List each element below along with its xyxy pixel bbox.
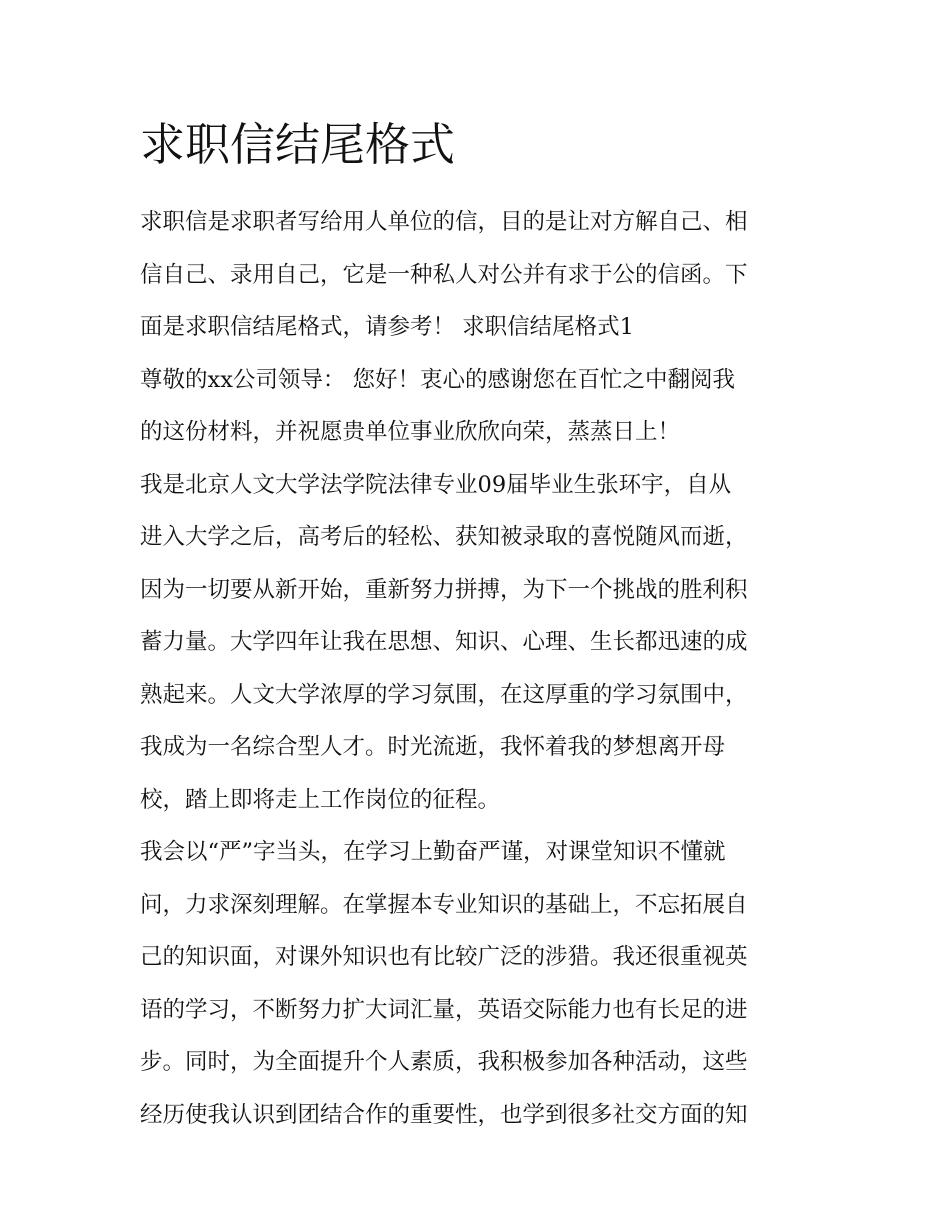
paragraph-study (140, 826, 820, 1141)
text-line: 我成为一名综合型人才。时光流逝，我怀着我的梦想离开母 (140, 734, 726, 760)
text-line: 步。同时，为全面提升个人素质，我积极参加各种活动，这些 (140, 1049, 748, 1075)
paragraph-background (140, 459, 820, 827)
text-line: 己的知识面，对课外知识也有比较广泛的涉猎。我还很重视英 (140, 944, 748, 970)
text-line: 尊敬的xx公司领导： 您好！衷心的感谢您在百忙之中翻阅我 (140, 366, 736, 393)
text-line: 因为一切要从新开始，重新努力拼搏，为下一个挑战的胜利积 (140, 576, 748, 603)
document-content (140, 112, 820, 1141)
text-line: 信自己、录用自己，它是一种私人对公并有求于公的信函。下 (140, 261, 748, 288)
text-line: 蓄力量。大学四年让我在思想、知识、心理、生长都迅速的成 (140, 629, 748, 655)
text-line: 面是求职信结尾格式，请参考！ 求职信结尾格式1 (140, 314, 634, 340)
text-line: 我会以“严”字当头，在学习上勤奋严谨，对课堂知识不懂就 (140, 839, 726, 865)
text-line: 求职信是求职者写给用人单位的信，目的是让对方解自己、相 (140, 209, 748, 235)
text-line: 语的学习，不断努力扩大词汇量，英语交际能力也有长足的进 (140, 996, 748, 1023)
text-line: 我是北京人文大学法学院法律专业09届毕业生张环宇，自从 (140, 471, 732, 498)
text-line: 经历使我认识到团结合作的重要性，也学到很多社交方面的知 (140, 1101, 748, 1128)
text-line: 校，踏上即将走上工作岗位的征程。 (140, 786, 501, 813)
paragraph-salutation (140, 354, 820, 459)
paragraph-intro (140, 196, 820, 354)
text-line: 进入大学之后，高考后的轻松、获知被录取的喜悦随风而逝， (140, 524, 748, 550)
text-line: 问，力求深刻理解。在掌握本专业知识的基础上，不忘拓展自 (140, 891, 748, 918)
document-title: 求职信结尾格式 (140, 118, 456, 171)
text-line: 的这份材料，并祝愿贵单位事业欣欣向荣，蒸蒸日上！ (140, 419, 681, 445)
text-line: 熟起来。人文大学浓厚的学习氛围，在这厚重的学习氛围中， (140, 681, 748, 708)
